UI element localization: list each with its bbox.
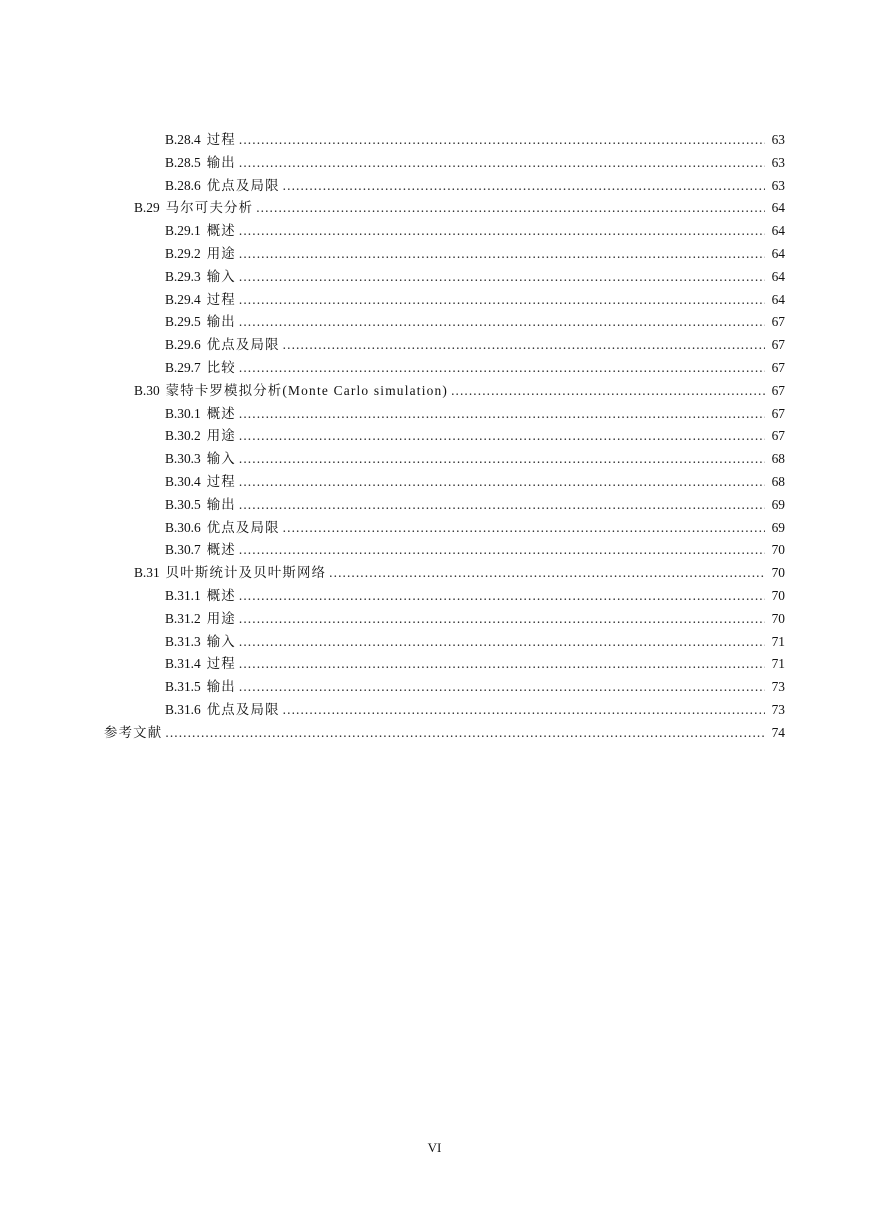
toc-entry[interactable] bbox=[0, 334, 869, 357]
toc-entry-page: 67 bbox=[771, 337, 785, 353]
toc-entry-title: 输入 bbox=[206, 268, 236, 284]
toc-leader-dots bbox=[239, 129, 765, 152]
toc-entry-title: 概述 bbox=[206, 223, 236, 239]
toc-entry-title: 过程 bbox=[206, 473, 236, 489]
toc-leader-dots bbox=[283, 175, 765, 198]
toc-entry-title: 输入 bbox=[206, 451, 236, 467]
toc-entry-page: 64 bbox=[771, 223, 785, 239]
toc-entry-page: 67 bbox=[771, 428, 785, 444]
toc-entry[interactable] bbox=[0, 425, 869, 448]
toc-entry[interactable] bbox=[0, 517, 869, 540]
toc-leader-dots bbox=[283, 699, 765, 722]
toc-entry-number: B.31.5 bbox=[165, 679, 201, 695]
toc-entry[interactable] bbox=[0, 152, 869, 175]
toc-entry-number: B.28.4 bbox=[165, 132, 201, 147]
toc-leader-dots bbox=[239, 653, 765, 676]
toc-leader-dots bbox=[239, 608, 765, 631]
toc-entry-title: 用途 bbox=[206, 245, 236, 261]
toc-entry-page: 64 bbox=[771, 291, 785, 307]
toc-entry[interactable] bbox=[0, 289, 869, 312]
toc-leader-dots bbox=[239, 494, 765, 517]
toc-leader-dots bbox=[283, 334, 765, 357]
toc-entry-page: 70 bbox=[771, 542, 785, 558]
toc-entry[interactable] bbox=[0, 608, 869, 631]
toc-entry[interactable] bbox=[0, 699, 869, 722]
toc-entry-page: 71 bbox=[771, 633, 785, 649]
toc-leader-dots bbox=[239, 289, 765, 312]
toc-entry-page: 70 bbox=[771, 610, 785, 626]
toc-entry-title: 过程 bbox=[206, 656, 236, 672]
toc-entry-number: B.30.3 bbox=[165, 451, 201, 467]
toc-leader-dots bbox=[239, 585, 765, 608]
toc-entry[interactable] bbox=[0, 631, 869, 654]
toc-entry-title: 输出 bbox=[206, 496, 236, 512]
toc-leader-dots bbox=[329, 562, 765, 585]
toc-entry-page: 63 bbox=[771, 154, 785, 170]
toc-entry-number: B.31.1 bbox=[165, 587, 201, 603]
toc-entry-title: 输出 bbox=[206, 679, 236, 695]
toc-entry-title: 过程 bbox=[206, 291, 236, 307]
toc-entry-page: 63 bbox=[771, 132, 785, 147]
toc-entry-page: 68 bbox=[771, 451, 785, 467]
toc-leader-dots bbox=[239, 676, 765, 699]
toc-entry[interactable] bbox=[0, 220, 869, 243]
toc-entry-number: B.29.4 bbox=[165, 291, 201, 307]
toc-entry-page: 68 bbox=[771, 473, 785, 489]
toc-entry-title: 输出 bbox=[206, 154, 236, 170]
toc-entry-page: 69 bbox=[771, 496, 785, 512]
toc-entry-title: 优点及局限 bbox=[206, 337, 280, 353]
toc-entry[interactable] bbox=[0, 653, 869, 676]
toc-entry[interactable] bbox=[0, 243, 869, 266]
toc-entry[interactable] bbox=[0, 471, 869, 494]
toc-entry-page: 67 bbox=[771, 405, 785, 421]
toc-entry-number: B.31.3 bbox=[165, 633, 201, 649]
toc-entry-number: B.31.2 bbox=[165, 610, 201, 626]
toc-entry-title: 优点及局限 bbox=[206, 519, 280, 535]
toc-entry-page: 73 bbox=[771, 679, 785, 695]
toc-leader-dots bbox=[239, 243, 765, 266]
toc-entry-number: B.30.5 bbox=[165, 496, 201, 512]
toc-entry-page: 71 bbox=[771, 656, 785, 672]
toc-leader-dots bbox=[239, 311, 765, 334]
toc-leader-dots bbox=[239, 448, 765, 471]
toc-entry-page: 70 bbox=[771, 587, 785, 603]
toc-section-entry[interactable] bbox=[0, 197, 869, 220]
toc-entry-number: B.30.1 bbox=[165, 405, 201, 421]
toc-entry-number: B.28.5 bbox=[165, 154, 201, 170]
toc-entry-page: 64 bbox=[771, 268, 785, 284]
toc-entry-number: B.29 bbox=[134, 200, 160, 216]
toc-leader-dots bbox=[239, 539, 765, 562]
toc-entry-page: 69 bbox=[771, 519, 785, 535]
toc-leader-dots bbox=[239, 631, 765, 654]
toc-entry-title: 输出 bbox=[206, 314, 236, 330]
toc-entry-page: 74 bbox=[771, 724, 785, 740]
toc-entry[interactable] bbox=[0, 266, 869, 289]
toc-entry-number: B.28.6 bbox=[165, 177, 201, 193]
toc-leader-dots bbox=[239, 266, 765, 289]
toc-entry[interactable] bbox=[0, 676, 869, 699]
toc-entry-title: 蒙特卡罗模拟分析(Monte Carlo simulation) bbox=[165, 382, 449, 398]
toc-entry-page: 64 bbox=[771, 200, 785, 216]
toc-entry-number: B.29.2 bbox=[165, 245, 201, 261]
toc-entry[interactable] bbox=[0, 539, 869, 562]
toc-entry-title: 贝叶斯统计及贝叶斯网络 bbox=[165, 565, 327, 581]
toc-section-entry[interactable] bbox=[0, 562, 869, 585]
toc-entry-title: 参考文献 bbox=[104, 724, 163, 740]
toc-entry-title: 优点及局限 bbox=[206, 701, 280, 717]
toc-entry[interactable] bbox=[0, 311, 869, 334]
toc-leader-dots bbox=[256, 197, 765, 220]
toc-entry-number: B.29.5 bbox=[165, 314, 201, 330]
toc-leader-dots bbox=[239, 425, 765, 448]
toc-entry[interactable] bbox=[0, 448, 869, 471]
toc-entry-number: B.31.6 bbox=[165, 701, 201, 717]
toc-entry-title: 概述 bbox=[206, 587, 236, 603]
toc-entry-page: 70 bbox=[771, 565, 785, 581]
toc-entry-page: 67 bbox=[771, 359, 785, 375]
toc-entry[interactable] bbox=[0, 129, 869, 152]
toc-entry-title: 输入 bbox=[206, 633, 236, 649]
toc-entry[interactable] bbox=[0, 175, 869, 198]
toc-entry-number: B.30.7 bbox=[165, 542, 201, 558]
toc-leader-dots bbox=[239, 403, 765, 426]
toc-leader-dots bbox=[239, 152, 765, 175]
toc-entry[interactable] bbox=[0, 403, 869, 426]
toc-entry-title: 用途 bbox=[206, 428, 236, 444]
toc-entry-page: 63 bbox=[771, 177, 785, 193]
toc-entry-number: B.30.4 bbox=[165, 473, 201, 489]
page-number: VI bbox=[427, 1140, 442, 1155]
toc-entry-number: B.30.2 bbox=[165, 428, 201, 444]
toc-entry-page: 73 bbox=[771, 701, 785, 717]
toc-entry-number: B.31 bbox=[134, 565, 160, 581]
toc-entry-number: B.30.6 bbox=[165, 519, 201, 535]
toc-entry-number: B.31.4 bbox=[165, 656, 201, 672]
toc-leader-dots bbox=[165, 722, 765, 745]
toc-entry-title: 过程 bbox=[206, 132, 236, 147]
toc-leader-dots bbox=[239, 471, 765, 494]
toc-entry-number: B.29.6 bbox=[165, 337, 201, 353]
toc-leader-dots bbox=[239, 220, 765, 243]
toc-entry-title: 马尔可夫分析 bbox=[165, 200, 254, 216]
toc-entry[interactable] bbox=[0, 357, 869, 380]
toc-entry-title: 用途 bbox=[206, 610, 236, 626]
toc-entry-page: 67 bbox=[771, 382, 785, 398]
toc-leader-dots bbox=[283, 517, 765, 540]
toc-entry-title: 优点及局限 bbox=[206, 177, 280, 193]
toc-entry-page: 67 bbox=[771, 314, 785, 330]
toc-entry-number: B.29.1 bbox=[165, 223, 201, 239]
toc-references-entry[interactable] bbox=[0, 722, 869, 745]
toc-section-entry[interactable] bbox=[0, 380, 869, 403]
toc-entry-title: 概述 bbox=[206, 542, 236, 558]
toc-entry[interactable] bbox=[0, 494, 869, 517]
toc-entry-title: 比较 bbox=[206, 359, 236, 375]
toc-entry-page: 64 bbox=[771, 245, 785, 261]
toc-entry-number: B.30 bbox=[134, 382, 160, 398]
toc-entry-title: 概述 bbox=[206, 405, 236, 421]
table-of-contents bbox=[0, 129, 869, 745]
toc-leader-dots bbox=[239, 357, 765, 380]
toc-entry-number: B.29.3 bbox=[165, 268, 201, 284]
toc-entry-number: B.29.7 bbox=[165, 359, 201, 375]
toc-entry[interactable] bbox=[0, 585, 869, 608]
toc-leader-dots bbox=[451, 380, 765, 403]
